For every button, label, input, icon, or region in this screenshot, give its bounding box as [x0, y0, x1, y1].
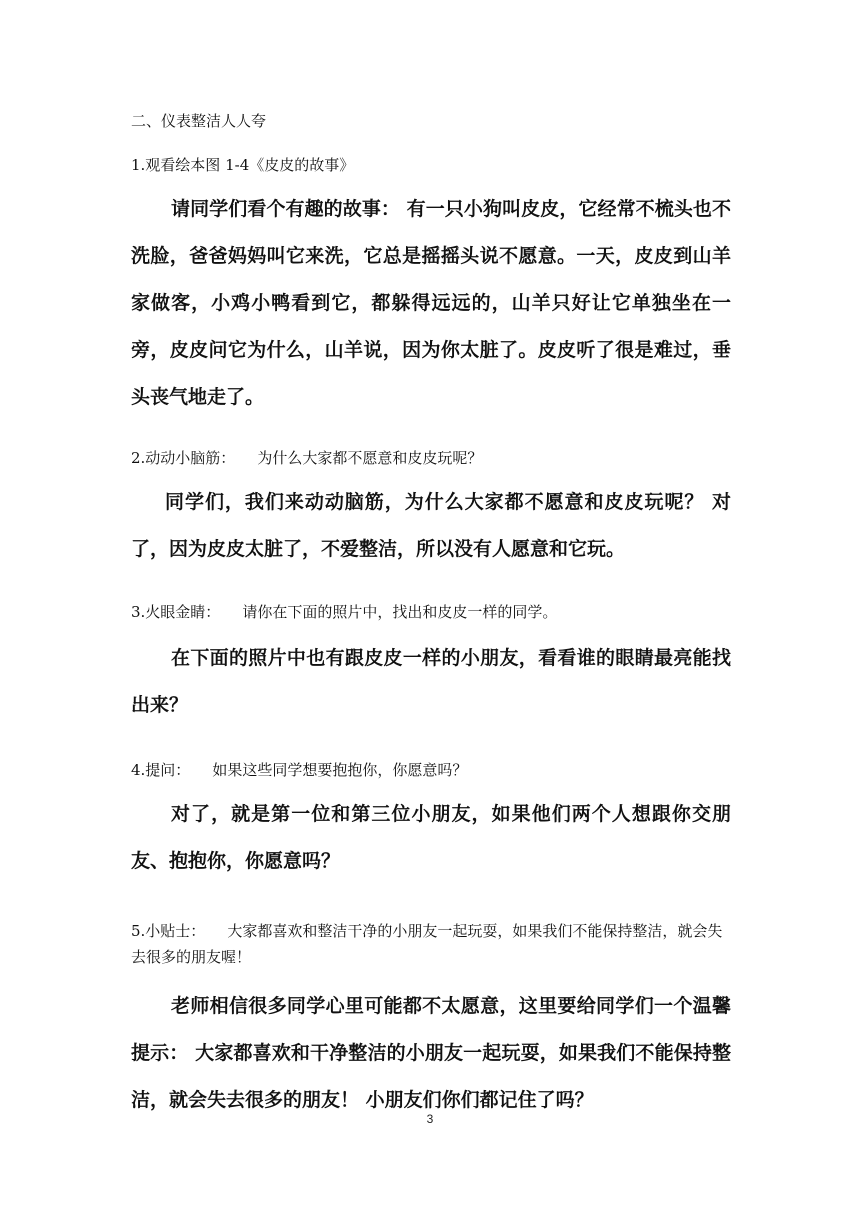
page-number: 3 [426, 1112, 434, 1126]
item-2-prompt: 为什么大家都不愿意和皮皮玩呢？ [257, 449, 483, 467]
item-5 [131, 918, 731, 970]
paragraph-1: 请同学们看个有趣的故事： 有一只小狗叫皮皮，它经常不梳头也不洗脸，爸爸妈妈叫它来洗，它总是摇摇头说不愿意。一天，皮皮到山羊家做客，小鸡小鸭看到它，都躲得远远的，山羊只好让它单独坐在一旁，皮皮问它为什么，山羊说，因为你太脏了。皮皮听了很是难过，垂头丧气地走了。 [131, 198, 731, 408]
item-3 [131, 599, 731, 625]
paragraph-4: 对了，就是第一位和第三位小朋友，如果他们两个人想跟你交朋友、抱抱你，你愿意吗？ [131, 803, 731, 872]
item-3-prompt: 请你在下面的照片中，找出和皮皮一样的同学。 [242, 603, 558, 621]
item-2 [131, 445, 731, 471]
item-1 [131, 152, 731, 178]
item-4 [131, 757, 731, 783]
item-5-label: 5.小贴士： [131, 922, 206, 940]
item-4-prompt: 如果这些同学想要抱抱你，你愿意吗？ [212, 761, 468, 779]
item-3-label: 3.火眼金睛： [131, 603, 221, 621]
item-5-prompt: 大家都喜欢和整洁干净的小朋友一起玩耍，如果我们不能保持整洁，就会失去很多的朋友喔！ [131, 922, 723, 966]
item-1-label: 1.观看绘本图 1-4《皮皮的故事》 [131, 156, 355, 174]
paragraph-2: 同学们，我们来动动脑筋，为什么大家都不愿意和皮皮玩呢？ 对了，因为皮皮太脏了，不爱整洁，所以没有人愿意和它玩。 [131, 491, 731, 560]
paragraph-5: 老师相信很多同学心里可能都不太愿意，这里要给同学们一个温馨提示： 大家都喜欢和干净整洁的小朋友一起玩耍，如果我们不能保持整洁，就会失去很多的朋友！ 小朋友们你们都记住了吗？ [131, 995, 731, 1111]
item-4-label: 4.提问： [131, 761, 191, 779]
paragraph-3: 在下面的照片中也有跟皮皮一样的小朋友，看看谁的眼睛最亮能找出来？ [131, 647, 731, 716]
section-title: 二、仪表整洁人人夸 [131, 112, 267, 130]
item-2-label: 2.动动小脑筋： [131, 449, 236, 467]
